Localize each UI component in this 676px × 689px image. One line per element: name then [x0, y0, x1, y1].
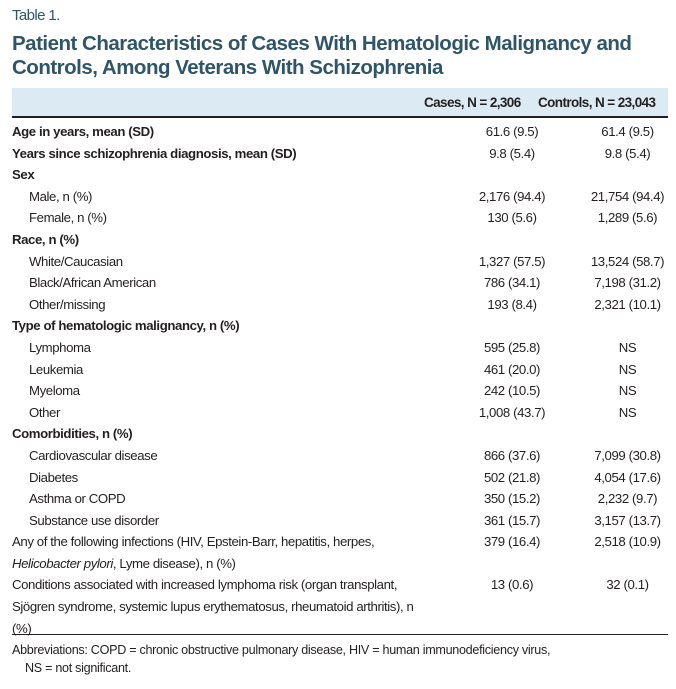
cases-value: 1,008 (43.7) [478, 404, 546, 420]
table-label: Table 1. [12, 7, 60, 24]
row-label: Other [29, 404, 60, 420]
table-row [12, 229, 668, 251]
controls-value: 1,289 (5.6) [597, 210, 658, 226]
row-label: Leukemia [29, 361, 83, 377]
label-part: , Lyme disease), n (%) [112, 555, 236, 571]
controls-value [577, 423, 668, 445]
cases-value: 502 (21.8) [483, 469, 541, 485]
cases-value: 379 (16.4) [483, 534, 541, 550]
row-label: Sex [12, 167, 35, 183]
cases-value: 61.6 (9.5) [485, 124, 539, 139]
table-row [12, 445, 668, 467]
row-label: Diabetes [29, 469, 78, 485]
table-title: Patient Characteristics of Cases With Hematologic Malignancy and Controls, Among Veterans With Schizophrenia [12, 32, 632, 79]
table-row [12, 315, 668, 337]
controls-value: 7,198 (31.2) [594, 275, 661, 291]
label-italic: Helicobacter pylori [12, 555, 113, 571]
row-label: Asthma or COPD [29, 491, 126, 507]
table-row [12, 467, 668, 489]
row-label: Female, n (%) [29, 210, 107, 226]
table-header [12, 88, 668, 118]
row-label: Other/missing [29, 296, 106, 312]
table-row [12, 510, 668, 532]
header-controls: Controls, N = 23,043 [538, 95, 656, 110]
row-label: Age in years, mean (SD) [12, 124, 154, 139]
abbreviations-line-1: Abbreviations: COPD = chronic obstructive pulmonary disease, HIV = human immunodeficiency virus, [12, 643, 551, 657]
cases-value [439, 315, 577, 337]
controls-value: NS [618, 339, 637, 355]
table-row [12, 143, 668, 165]
controls-value: 2,232 (9.7) [597, 491, 658, 507]
controls-value [577, 229, 668, 251]
table-row [12, 531, 668, 574]
table-row [12, 359, 668, 381]
row-label: Black/African American [29, 275, 156, 291]
controls-value: 4,054 (17.6) [594, 469, 661, 485]
controls-value: 2,321 (10.1) [594, 296, 661, 312]
controls-value: 32 (0.1) [606, 577, 649, 593]
cases-value: 242 (10.5) [483, 383, 541, 399]
cases-value [439, 229, 577, 251]
cases-value: 595 (25.8) [483, 339, 541, 355]
row-label: Type of hematologic malignancy, n (%) [12, 318, 240, 334]
characteristics-table [12, 121, 668, 639]
controls-value: 3,157 (13.7) [594, 512, 661, 528]
cases-value: 13 (0.6) [490, 577, 534, 593]
controls-value: 13,524 (58.7) [590, 253, 665, 269]
controls-value: 7,099 (30.8) [594, 447, 661, 463]
table-row [12, 186, 668, 208]
label-part: Any of the following infections (HIV, Epstein-Barr, hepatitis, herpes, [12, 534, 375, 550]
row-label: White/Caucasian [29, 253, 123, 269]
controls-value: NS [618, 361, 637, 377]
table-row [12, 574, 668, 639]
table-row [12, 121, 668, 143]
header-cases: Cases, N = 2,306 [424, 95, 521, 110]
table-row [12, 488, 668, 510]
table-row [12, 294, 668, 316]
table-row [12, 272, 668, 294]
cases-value: 361 (15.7) [483, 512, 541, 528]
cases-value: 786 (34.1) [483, 275, 541, 291]
cases-value: 350 (15.2) [483, 491, 541, 507]
table-row [12, 380, 668, 402]
row-label: Lymphoma [29, 339, 91, 355]
cases-value [439, 423, 577, 445]
row-label: Conditions associated with increased lymphoma risk (organ transplant, Sjögren syndrome, systemic lupus erythematosus, rheumatoid arthritis), n (%) [12, 577, 414, 636]
row-label: Male, n (%) [29, 188, 93, 204]
table-row [12, 251, 668, 273]
cases-value: 9.8 (5.4) [489, 145, 535, 161]
controls-value: NS [618, 383, 637, 399]
cases-value: 866 (37.6) [483, 447, 541, 463]
abbreviations-line-2: NS = not significant. [25, 661, 132, 675]
controls-value [577, 315, 668, 337]
table-row [12, 423, 668, 445]
controls-value: 2,518 (10.9) [594, 534, 661, 550]
controls-value: 61.4 (9.5) [601, 124, 654, 139]
cases-value: 461 (20.0) [483, 361, 541, 377]
cases-value: 1,327 (57.5) [478, 253, 546, 269]
row-label: Race, n (%) [12, 231, 79, 247]
cases-value: 130 (5.6) [487, 210, 537, 226]
cases-value: 193 (8.4) [487, 296, 537, 312]
row-label: Comorbidities, n (%) [12, 426, 133, 442]
row-label: Cardiovascular disease [29, 447, 158, 463]
row-label [12, 531, 439, 574]
controls-value: 9.8 (5.4) [604, 145, 651, 161]
row-label: Myeloma [29, 383, 80, 399]
table-row [12, 164, 668, 186]
controls-value [577, 164, 668, 186]
controls-value: 21,754 (94.4) [590, 188, 665, 204]
cases-value [439, 164, 577, 186]
table-row [12, 402, 668, 424]
controls-value: NS [618, 404, 637, 420]
cases-value: 2,176 (94.4) [478, 188, 546, 204]
row-label: Substance use disorder [29, 512, 159, 528]
table-row [12, 207, 668, 229]
abbreviations-note [12, 634, 668, 677]
table-row [12, 337, 668, 359]
row-label: Years since schizophrenia diagnosis, mean (SD) [12, 145, 297, 161]
